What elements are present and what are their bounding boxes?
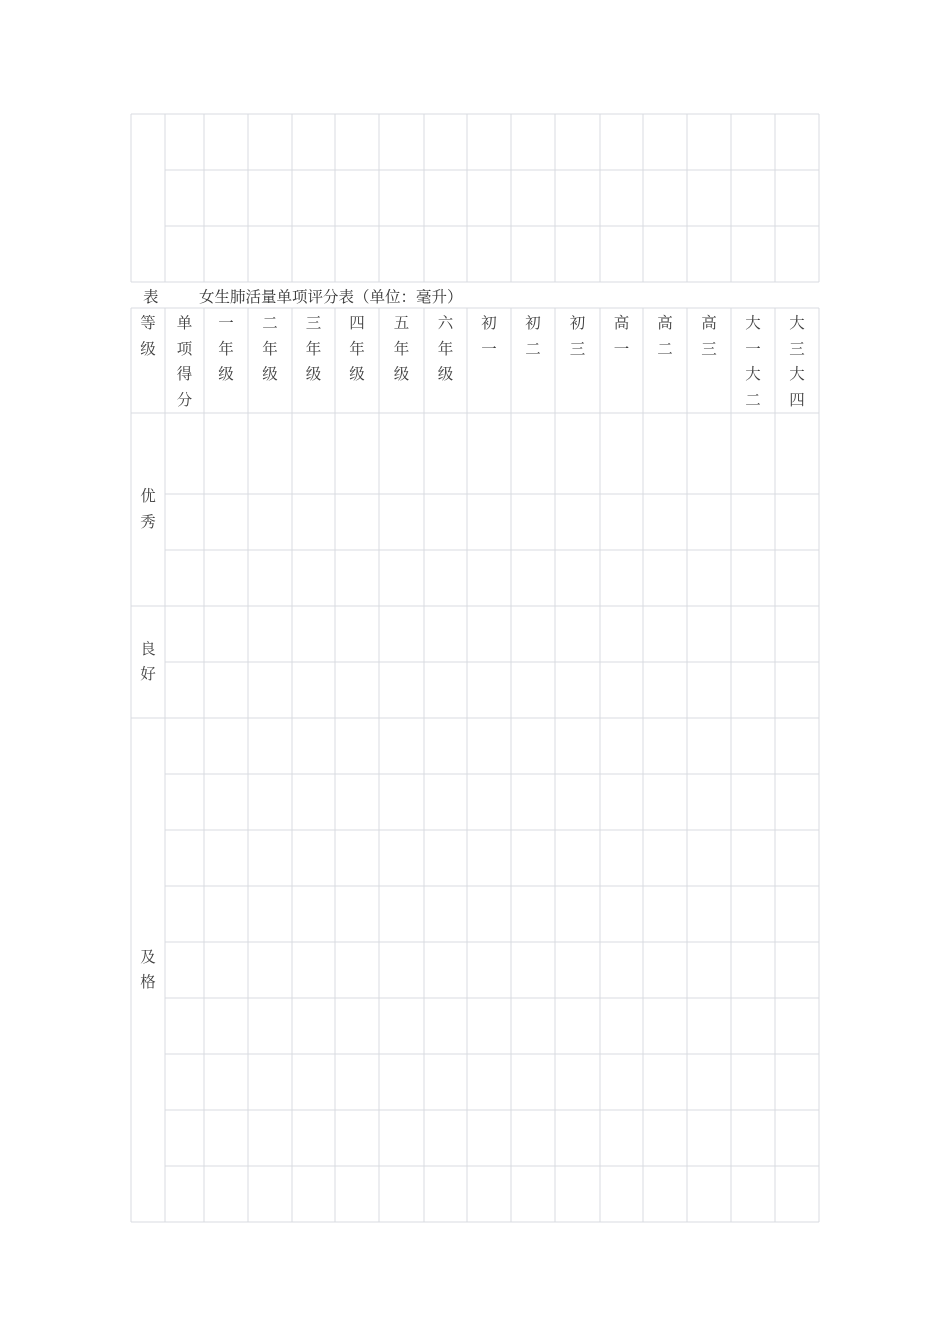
table-header-cell: 等级 [140, 314, 156, 358]
table-header-cell: 初一 [481, 314, 497, 358]
grade-label: 良好 [140, 639, 156, 683]
table-header-cell: 五年级 [393, 314, 410, 383]
table-header-cell: 四年级 [349, 314, 365, 383]
table-caption-title: 女生肺活量单项评分表（单位：毫升） [199, 288, 463, 306]
table-header-cell: 六年级 [437, 314, 454, 383]
table-header-cell: 二年级 [262, 314, 278, 383]
table-header-cell: 高三 [701, 314, 717, 358]
table-header-cell: 一年级 [218, 314, 234, 383]
table-header-cell: 初二 [525, 314, 541, 358]
table-header-cell: 三年级 [305, 314, 322, 383]
table-header-cell: 初三 [569, 314, 586, 358]
table-header-cell: 高一 [613, 314, 630, 358]
grade-label: 优秀 [140, 487, 156, 531]
table-header-cell: 高二 [657, 314, 673, 358]
table-caption-label: 表 [143, 288, 159, 306]
table-header-cell: 大一大二 [745, 314, 761, 409]
table-header-cell: 单项得分 [176, 314, 193, 409]
grade-label: 及格 [140, 947, 156, 991]
table-header-cell: 大三大四 [789, 314, 805, 409]
